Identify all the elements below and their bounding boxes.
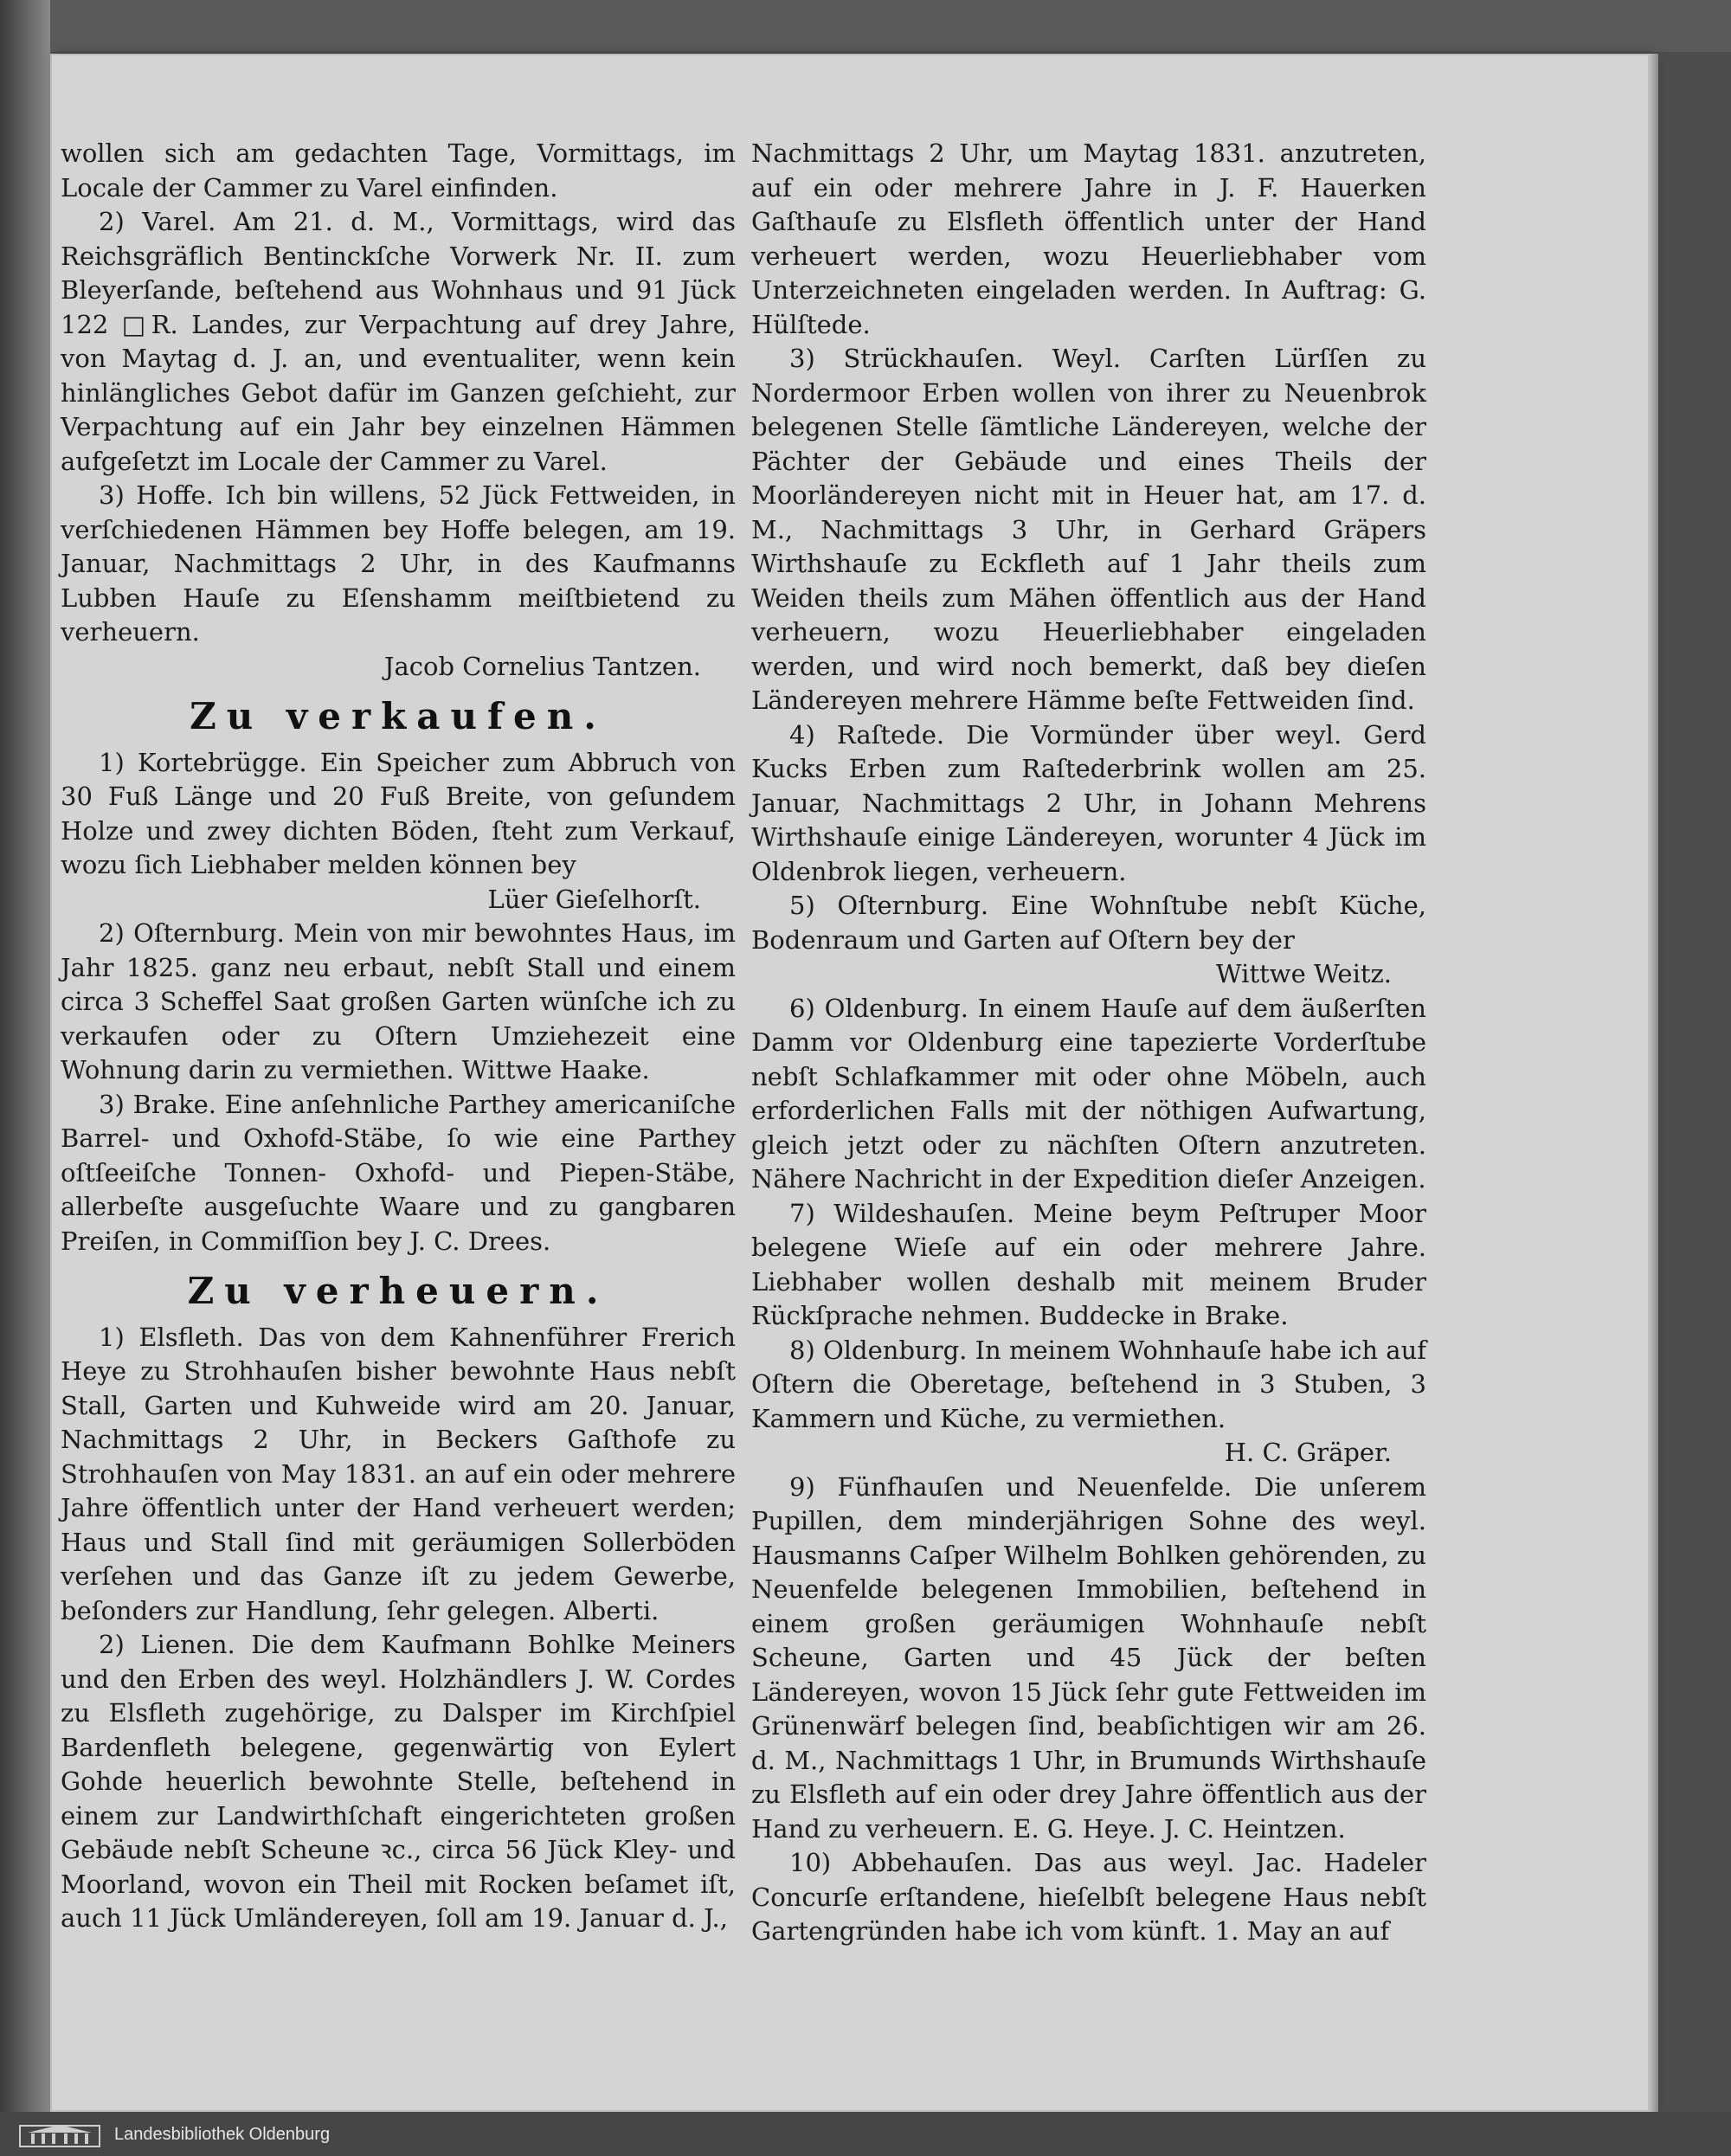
document-page	[50, 54, 1650, 2112]
left-paragraph: 3) Hoffe. Ich bin willens, 52 Jück Fettweiden, in verſchiedenen Hämmen bey Hoffe belegen, am 19. Januar, Nachmittags 2 Uhr, in des Kaufmanns Lubben Hauſe zu Eſenshamm meiſtbietend zu verheuern.	[61, 480, 736, 647]
left-paragraph: 2) Oſternburg. Mein von mir bewohntes Haus, im Jahr 1825. ganz neu erbaut, nebſt Stall und einem circa 3 Scheffel Saat großen Garten wünſche ich zu verkaufen oder zu Oſtern Umziehezeit eine Wohnung darin zu vermiethen. Wittwe Haake.	[61, 918, 736, 1084]
right-paragraph: 9) Fünfhauſen und Neuenfelde. Die unſerem Pupillen, dem minderjährigen Sohne des weyl. Hausmanns Caſper Wilhelm Bohlken gehörenden, zu Neuenfelde belegenen Immobilien, beſtehend in einem großen geräumigen Wohnhauſe nebſt Scheune, Garten und 45 Jück der beſten Ländereyen, wovon 15 Jück ſehr gute Fettweiden im Grünenwärf belegen ſind, beabſichtigen wir am 26. d. M., Nachmittags 1 Uhr, in Brumunds Wirthshauſe zu Elsfleth auf ein oder drey Jahre öffentlich aus der Hand zu verheuern. E. G. Heye. J. C. Heintzen.	[751, 1471, 1426, 1844]
signature-line: H. C. Gräper.	[1224, 1438, 1392, 1467]
signature-line: Wittwe Weitz.	[1215, 959, 1392, 988]
left-paragraph: 2) Varel. Am 21. d. M., Vormittags, wird das Reichsgräflich Bentinckſche Vorwerk Nr. II. zum Bleyerſande, beſtehend aus Wohnhaus und 91 Jück 122 □R. Landes, zur Verpachtung auf drey Jahre, von Maytag d. J. an, und eventualiter, wenn kein hinlängliches Gebot dafür im Ganzen geſchieht, zur Verpachtung auf ein Jahr bey einzelnen Hämmen aufgeſetzt im Locale der Cammer zu Varel.	[61, 207, 736, 476]
left-paragraph: 2) Lienen. Die dem Kaufmann Bohlke Meiners und den Erben des weyl. Holzhändlers J. W. Cordes zu Elsfleth zugehörige, zu Dalsper im Kirchſpiel Bardenfleth belegene, gegenwärtig von Eylert Gohde heuerlich bewohnte Stelle, beſtehend in einem zur Landwirthſchaft eingerichteten großen Gebäude nebſt Scheune ꝛc., circa 56 Jück Kley- und Moorland, wovon ein Theil mit Rocken beſamet iſt, auch 11 Jück Umländereyen, ſoll am 19. Januar d. J.,	[61, 1630, 736, 1933]
left-paragraph: wollen sich am gedachten Tage, Vormittags, im Locale der Cammer zu Varel einfinden.	[61, 138, 736, 203]
right-paragraph: 7) Wildeshauſen. Meine beym Peſtruper Moor belegene Wieſe auf ein oder mehrere Jahre. Liebhaber wollen deshalb mit meinem Bruder Rückſprache nehmen. Buddecke in Brake.	[751, 1198, 1426, 1330]
right-paragraph: 3) Strückhauſen. Weyl. Carſten Lürſſen zu Nordermoor Erben wollen von ihrer zu Neuenbrok belegenen Stelle ſämtliche Ländereyen, welche der Pächter der Gebäude und eines Theils der Moorländereyen nicht mit in Heuer hat, am 17. d. M., Nachmittags 3 Uhr, in Gerhard Gräpers Wirthshauſe zu Eckfleth auf 1 Jahr theils zum Weiden theils zum Mähen öffentlich aus der Hand verheuern, wozu Heuerliebhaber eingeladen werden, und wird noch bemerkt, daß bey dieſen Ländereyen mehrere Hämme beſte Fettweiden ſind.	[751, 344, 1426, 715]
library-logo-icon	[19, 2122, 100, 2148]
signature-line: Lüer Gieſelhorſt.	[487, 884, 701, 914]
right-paragraph: 8) Oldenburg. In meinem Wohnhauſe habe ich auf Oſtern die Oberetage, beſtehend in 3 Stuben, 3 Kammern und Küche, zu vermiethen.	[751, 1335, 1426, 1433]
right-paragraph: 4) Raſtede. Die Vormünder über weyl. Gerd Kucks Erben zum Raſtederbrink wollen am 25. Januar, Nachmittags 2 Uhr, in Johann Mehrens Wirthshauſe einige Ländereyen, worunter 4 Jück im Oldenbrok liegen, verheuern.	[751, 719, 1426, 886]
right-paragraph: 5) Oſternburg. Eine Wohnſtube nebſt Küche, Bodenraum und Garten auf Oſtern bey der	[751, 891, 1426, 955]
left-paragraph: 1) Kortebrügge. Ein Speicher zum Abbruch von 30 Fuß Länge und 20 Fuß Breite, von geſundem Holze und zwey dichten Böden, ſteht zum Verkauf, wozu ſich Liebhaber melden können bey	[61, 747, 736, 879]
left-paragraph: 3) Brake. Eine anſehnliche Parthey americaniſche Barrel- und Oxhofd-Stäbe, ſo wie eine Parthey oſtſeeiſche Tonnen- Oxhofd- und Piepen-Stäbe, allerbeſte ausgeſuchte Waare und zu gangbaren Preiſen, in Commiſſion bey J. C. Drees.	[61, 1089, 736, 1256]
left-paragraph: 1) Elsfleth. Das von dem Kahnenführer Frerich Heye zu Strohhauſen bisher bewohnte Haus nebſt Stall, Garten und Kuhweide wird am 20. Januar, Nachmittags 2 Uhr, in Beckers Gaſthofe zu Strohhauſen von May 1831. an auf ein oder mehrere Jahre öffentlich unter der Hand verheuert werden; Haus und Stall ſind mit geräumigen Sollerböden verſehen und das Ganze iſt zu jedem Gewerbe, beſonders zur Handlung, ſehr gelegen. Alberti.	[61, 1322, 736, 1625]
book-spine	[0, 0, 50, 2112]
section-heading: Zu verheuern.	[187, 1270, 609, 1312]
right-paragraph: Nachmittags 2 Uhr, um Maytag 1831. anzutreten, auf ein oder mehrere Jahre in J. F. Hauerken Gaſthauſe zu Elsfleth öffentlich unter der Hand verheuert werden, wozu Heuerliebhaber vom Unterzeichneten eingeladen werden. In Auftrag: G. Hülſtede.	[751, 138, 1426, 339]
scan-background-top	[0, 0, 1731, 52]
left-column	[61, 137, 736, 1936]
library-name: Landesbibliothek Oldenburg	[114, 2125, 331, 2144]
section-heading: Zu verkaufen.	[190, 695, 607, 737]
right-paragraph: 10) Abbehauſen. Das aus weyl. Jac. Hadeler Concurſe erſtandene, hieſelbſt belegene Haus nebſt Gartengründen habe ich vom künft. 1. May an auf	[751, 1848, 1426, 1946]
page-edge	[1650, 54, 1658, 2112]
signature-line: Jacob Cornelius Tantzen.	[383, 651, 701, 681]
right-paragraph: 6) Oldenburg. In einem Hauſe auf dem äußerſten Damm vor Oldenburg eine tapezierte Vorderſtube nebſt Schlafkammer mit oder ohne Möbeln, auch erforderlichen Falls mit der nöthigen Aufwartung, gleich jetzt oder zu nächſten Oſtern anzutreten. Nähere Nachricht in der Expedition dieſer Anzeigen.	[751, 993, 1426, 1194]
right-column	[751, 137, 1426, 1949]
